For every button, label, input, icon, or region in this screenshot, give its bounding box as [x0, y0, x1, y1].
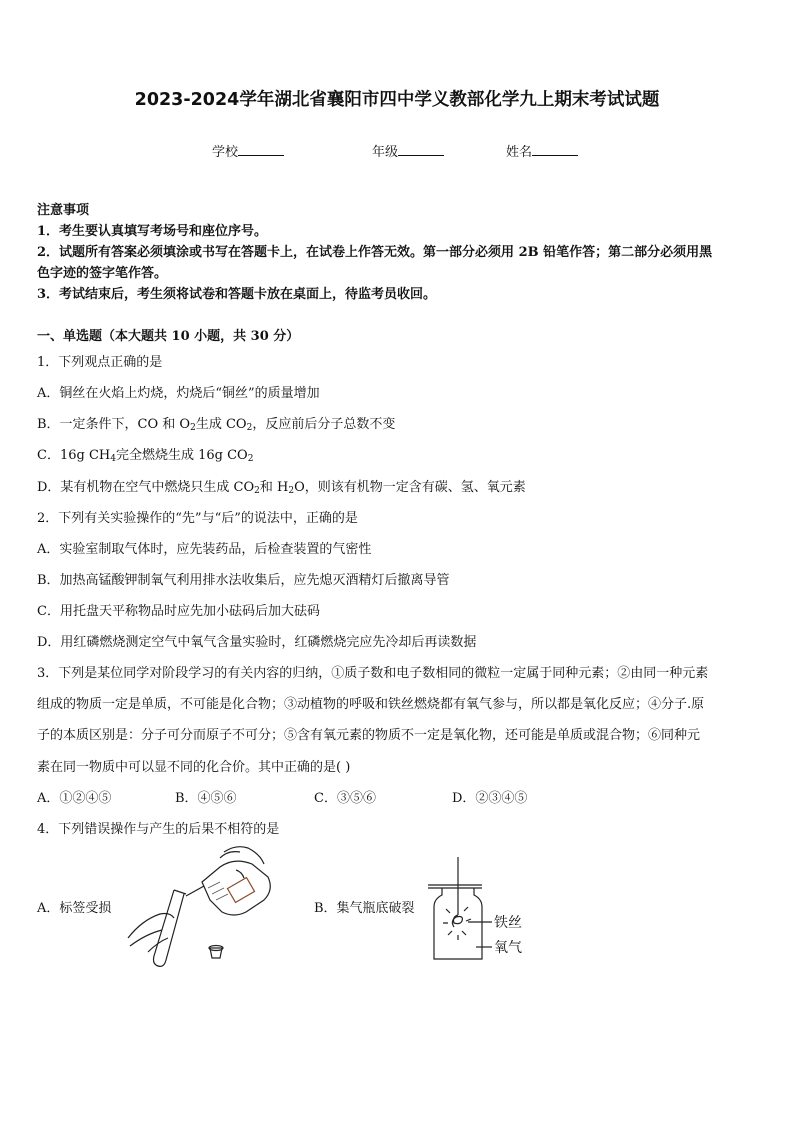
school-blank	[238, 143, 284, 156]
school-field	[212, 141, 284, 160]
q3-line: 组成的物质一定是单质，不可能是化合物；③动植物的呼吸和铁丝燃烧都有氧气参与，所以都是氧化反应；④分子.原	[37, 697, 705, 712]
q2-option-d: D．用红磷燃烧测定空气中氧气含量实验时，红磷燃烧完应先冷却后再读数据	[37, 635, 477, 650]
iron-wire-oxygen-bottle-illustration	[424, 855, 496, 965]
q2-option-b: B．加热高锰酸钾制氧气利用排水法收集后，应先熄灭酒精灯后撤离导管	[37, 573, 450, 588]
name-field	[506, 141, 578, 160]
notice-item: 2．试题所有答案必须填涂或书写在答题卡上，在试卷上作答无效。第一部分必须用 2B 铅笔作答；第二部分必须用黑	[37, 245, 713, 260]
q3-line: 子的本质区别是：分子可分而原子不可分；⑤含有氧元素的物质不一定是氧化物，还可能是单质或混合物；⑥同种元	[37, 728, 701, 743]
q1-option-c: C．16g $CH_4$完全燃烧生成 16g $CO_2$	[37, 448, 254, 464]
page-title: 2023-2024学年湖北省襄阳市四中学义教部化学九上期末考试试题	[134, 90, 660, 110]
q3-line: 3．下列是某位同学对阶段学习的有关内容的归纳，①质子数和电子数相同的微粒一定属于同种元素；②由同一种元素	[37, 666, 709, 681]
label-oxygen: 氧气	[494, 940, 522, 956]
pouring-liquid-illustration	[124, 842, 274, 972]
notice-item: 1．考生要认真填写考场号和座位序号。	[37, 224, 268, 239]
q1-option-a: A．铜丝在火焰上灼烧，灼烧后“铜丝”的质量增加	[37, 386, 320, 401]
q4-option-b: B．集气瓶底破裂	[314, 901, 415, 916]
name-blank	[532, 143, 578, 156]
q2-option-c: C．用托盘天平称物品时应先加小砝码后加大砝码	[37, 604, 320, 619]
q2-stem: 2．下列有关实验操作的“先”与“后”的说法中，正确的是	[37, 511, 358, 526]
q1-option-b: B．一定条件下，CO 和 $O_2$生成 $CO_2$，反应前后分子总数不变	[37, 417, 396, 433]
notice-heading: 注意事项	[37, 203, 90, 218]
notice-item: 色字迹的签字笔作答。	[37, 266, 168, 281]
q3-option-d: D．②③④⑤	[452, 791, 528, 806]
label-iron-wire: 铁丝	[494, 915, 522, 931]
grade-blank	[398, 143, 444, 156]
grade-field	[372, 141, 444, 160]
q3-line: 素在同一物质中可以显不同的化合价。其中正确的是( )	[37, 760, 351, 775]
school-label: 学校	[212, 145, 239, 160]
q3-option-c: C．③⑤⑥	[314, 791, 376, 806]
q4-stem: 4．下列错误操作与产生的后果不相符的是	[37, 822, 280, 837]
q2-option-a: A．实验室制取气体时，应先装药品，后检查装置的气密性	[37, 542, 372, 557]
q3-option-b: B．④⑤⑥	[175, 791, 237, 806]
q3-option-a: A．①②④⑤	[37, 791, 112, 806]
q4-option-a: A．标签受损	[37, 901, 112, 916]
q1-stem: 1．下列观点正确的是	[37, 355, 163, 370]
grade-label: 年级	[372, 145, 399, 160]
notice-item: 3．考试结束后，考生须将试卷和答题卡放在桌面上，待监考员收回。	[37, 287, 437, 302]
name-label: 姓名	[506, 145, 533, 160]
section-heading: 一、单选题（本大题共 10 小题，共 30 分）	[37, 329, 300, 344]
q1-option-d: D．某有机物在空气中燃烧只生成 $CO_2$和 $H_2O$，则该有机物一定含有碳、氢、氧元素	[37, 480, 526, 496]
